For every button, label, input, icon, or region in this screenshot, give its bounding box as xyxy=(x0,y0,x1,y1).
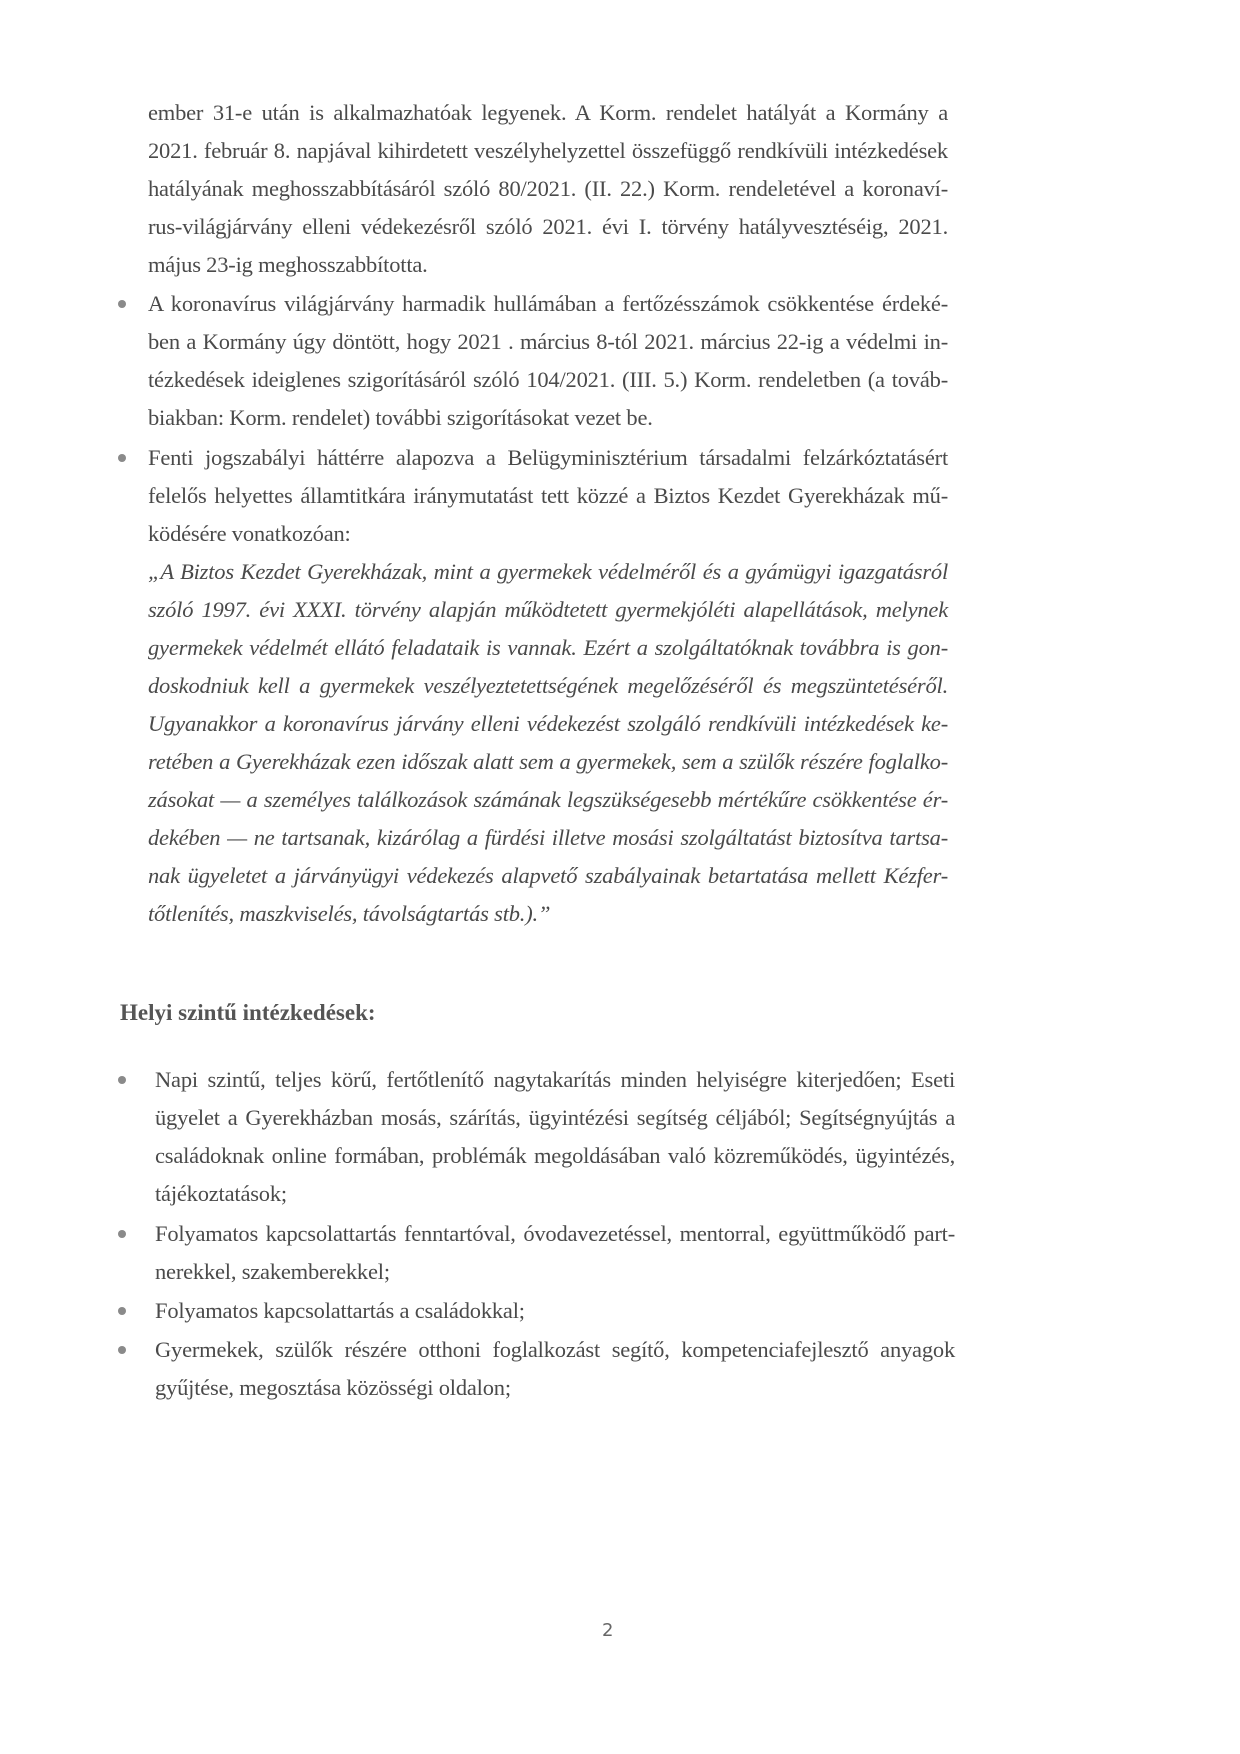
bullet-line: tézkedések ideiglenes szigorításáról szóló 104/2021. (III. 5.) Korm. rendeletben (a továb- xyxy=(148,367,948,392)
bullet-line: Folyamatos kapcsolattartás a családokkal; xyxy=(155,1298,525,1323)
bullet-line: ben a Kormány úgy döntött, hogy 2021 . március 8-tól 2021. március 22-ig a védelmi in- xyxy=(148,329,948,354)
quote-line: szóló 1997. évi XXXI. törvény alapján működtetett gyermekjóléti alapellátások, melynek xyxy=(148,597,948,622)
bullet-line: Folyamatos kapcsolattartás fenntartóval, óvodavezetéssel, mentorral, együttműködő part- xyxy=(155,1221,955,1246)
paragraph-line: 2021. február 8. napjával kihirdetett veszélyhelyzettel összefüggő rendkívüli intézkedések xyxy=(148,138,948,163)
bullet-line: Fenti jogszabályi háttérre alapozva a Belügyminisztérium társadalmi felzárkóztatásért xyxy=(148,445,948,470)
bullet-icon xyxy=(118,454,126,462)
bullet-line: Gyermekek, szülők részére otthoni foglalkozást segítő, kompetenciafejlesztő anyagok xyxy=(155,1337,955,1362)
bullet-icon xyxy=(118,1307,126,1315)
bullet-line: A koronavírus világjárvány harmadik hullámában a fertőzésszámok csökkentése érdeké- xyxy=(148,291,948,316)
bullet-line: Napi szintű, teljes körű, fertőtlenítő nagytakarítás minden helyiségre kiterjedően; Eseti xyxy=(155,1067,955,1092)
bullet-line: biakban: Korm. rendelet) további szigorításokat vezet be. xyxy=(148,405,653,430)
section-heading: Helyi szintű intézkedések: xyxy=(120,1000,376,1025)
paragraph-line: hatályának meghosszabbításáról szóló 80/2021. (II. 22.) Korm. rendeletével a koronaví- xyxy=(148,176,948,201)
quote-line: Ugyanakkor a koronavírus járvány elleni védekezést szolgáló rendkívüli intézkedések ke- xyxy=(148,711,948,736)
bullet-line: nerekkel, szakemberekkel; xyxy=(155,1259,390,1284)
quote-line: zásokat — a személyes találkozások számának legszükségesebb mértékűre csökkentése ér- xyxy=(148,787,948,812)
quote-line: gyermekek védelmét ellátó feladataik is vannak. Ezért a szolgáltatóknak továbbra is gon- xyxy=(148,635,948,660)
quote-line: retében a Gyerekházak ezen időszak alatt sem a gyermekek, sem a szülők részére foglalko- xyxy=(148,749,948,774)
bullet-line: gyűjtése, megosztása közösségi oldalon; xyxy=(155,1375,511,1400)
bullet-icon xyxy=(118,1076,126,1084)
bullet-line: ügyelet a Gyerekházban mosás, szárítás, ügyintézési segítség céljából; Segítségnyújtás a xyxy=(155,1105,955,1130)
paragraph-line: ember 31-e után is alkalmazhatóak legyenek. A Korm. rendelet hatályát a Kormány a xyxy=(148,100,948,125)
quote-line: doskodniuk kell a gyermekek veszélyeztetettségének megelőzéséről és megszüntetéséről. xyxy=(148,673,948,698)
bullet-line: tájékoztatások; xyxy=(155,1181,287,1206)
bullet-icon xyxy=(118,1230,126,1238)
paragraph-line: május 23-ig meghosszabbította. xyxy=(148,252,428,277)
bullet-line: felelős helyettes államtitkára iránymutatást tett közzé a Biztos Kezdet Gyerekházak mű- xyxy=(148,483,948,508)
quote-line: „A Biztos Kezdet Gyerekházak, mint a gyermekek védelméről és a gyámügyi igazgatásról xyxy=(148,559,948,584)
quote-line: nak ügyeletet a járványügyi védekezés alapvető szabályainak betartatása mellett Kézfer- xyxy=(148,863,948,888)
page-number: 2 xyxy=(602,1620,614,1641)
quote-line: tőtlenítés, maszkviselés, távolságtartás stb.).” xyxy=(148,901,551,926)
paragraph-line: rus-világjárvány elleni védekezésről szóló 2021. évi I. törvény hatályvesztéséig, 2021. xyxy=(148,214,948,239)
bullet-line: családoknak online formában, problémák megoldásában való közreműködés, ügyintézés, xyxy=(155,1143,955,1168)
bullet-line: ködésére vonatkozóan: xyxy=(148,521,351,546)
bullet-icon xyxy=(118,1346,126,1354)
quote-line: dekében — ne tartsanak, kizárólag a fürdési illetve mosási szolgáltatást biztosítva tartsa- xyxy=(148,825,948,850)
bullet-icon xyxy=(118,300,126,308)
